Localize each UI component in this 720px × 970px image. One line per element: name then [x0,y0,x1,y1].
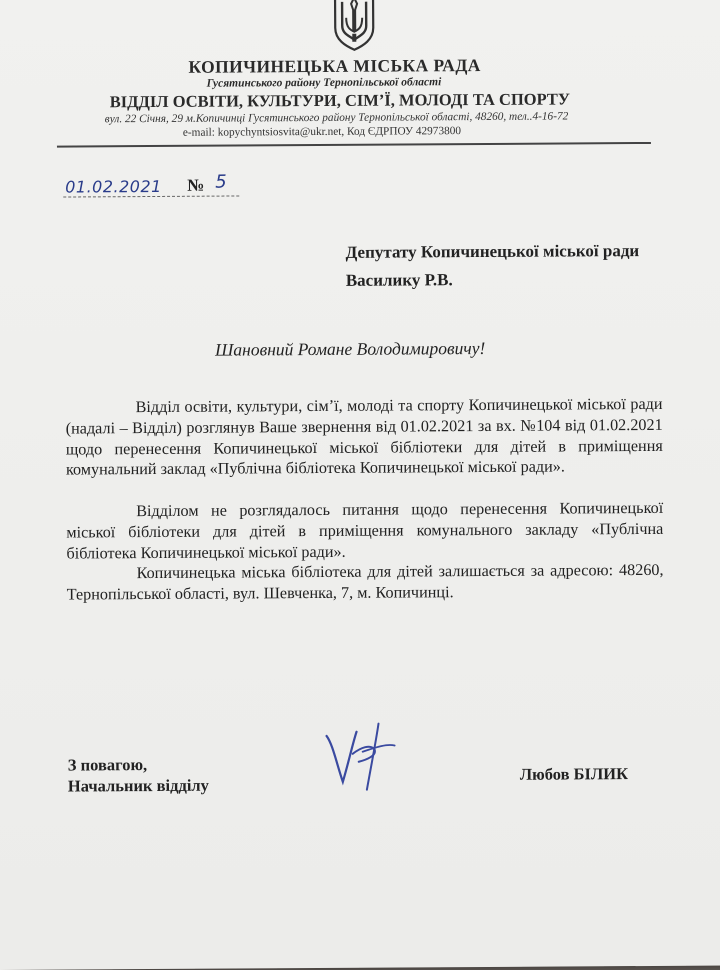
addressee-title: Депутату Копичинецької міської ради [345,241,640,262]
body-paragraph-1 [65,394,662,481]
organization-name: КОПИЧИНЕЦЬКА МІСЬКА РАДА [188,54,481,77]
tryzub-coat-of-arms-icon [331,0,377,52]
handwritten-signature-icon [318,713,403,798]
signatory-name: Любов БІЛИК [519,764,629,784]
number-label: № [187,175,205,195]
body-paragraph-2-text: Відділом не розглядалось питання щодо перенесення Копичинецької міської бібліотеки для дітей в приміщення комунального закладу «Публічна бібліотека Копичинецької міської ради». [66,498,664,563]
body-paragraph-3-text: Копичинецька міська бібліотека для дітей залишається за адресою: 48260, Тернопільської області, вул. Шевченка, 7, м. Копичинці. [66,560,664,604]
header-divider [57,142,651,148]
outgoing-date: 01.02.2021 [65,176,162,197]
body-paragraph-3 [67,560,664,605]
body-paragraph-1-text: Відділ освіти, культури, сім’ї, молоді та спорту Копичинецької міської ради (надалі – Відділ) розглянув Ваше звернення від 01.02.2021 за вх. №104 від 01.02.2021 щодо перенесення Копичинецької міської бібліотеки для дітей в приміщення комунальний заклад «Публічна бібліотека Копичинецької міської ради». [65,394,663,479]
outgoing-number: 5 [215,171,227,193]
department-name: ВІДДІЛ ОСВІТИ, КУЛЬТУРИ, СІМ’Ї, МОЛОДІ ТА СПОРТУ [109,89,571,112]
signatory-position: Начальник відділу [67,775,209,796]
contacts-line: e-mail: kopychyntsiosvita@ukr.net, Код ЄДРПОУ 42973800 [182,125,462,139]
district-line: Гусятинського районy Тернопільської області [206,76,442,90]
addressee-name: Василику Р.В. [345,270,453,290]
body-paragraph-2 [66,498,663,564]
greeting: Шановний Романе Володимировичу! [215,337,486,360]
closing: З повагою, [67,755,148,775]
address-line: вул. 22 Січня, 29 м.Копичинці Гусятинського району Тернопільської області, 48260, тел..4-16-72 [104,110,569,126]
reference-underline [63,195,239,197]
